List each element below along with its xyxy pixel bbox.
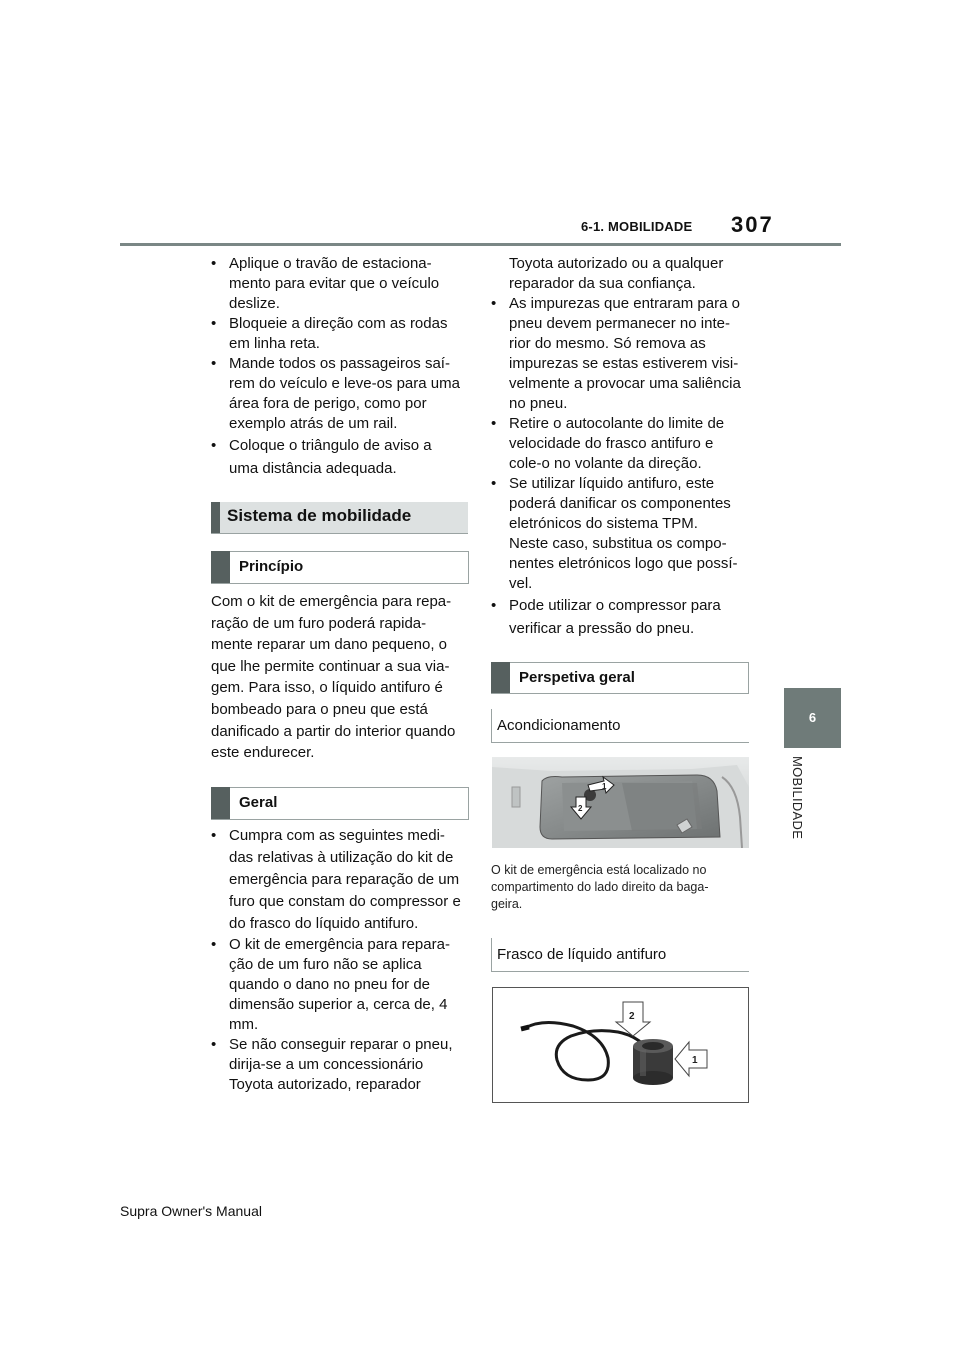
trunk-compartment-image (492, 757, 749, 848)
heading-bar (491, 662, 510, 693)
heading-sistema-de-mobilidade (211, 502, 468, 534)
heading-geral (211, 787, 469, 820)
list-item: • Coloque o triângulo de aviso a uma distância adequada. (211, 437, 432, 477)
heading-perspetiva-geral (491, 662, 749, 694)
list-item: • Se não conseguir reparar o pneu, dirija-se a um concessionário Toyota autorizado, reparador (211, 1036, 453, 1093)
heading-text: Sistema de mobilidade (227, 506, 412, 525)
heading-bar (211, 787, 230, 819)
list-item: • Aplique o travão de estaciona- mento para evitar que o veículo deslize. (211, 255, 440, 312)
list-item: • Bloqueie a direção com as rodas em linha reta. (211, 315, 448, 352)
heading-rule (491, 709, 492, 742)
footer-manual-title: Supra Owner's Manual (120, 1203, 262, 1219)
list-item: • As impurezas que entraram para o pneu devem permanecer no inte- rior do mesmo. Só remova as impurezas se estas estiverem visi- velmente a provocar uma saliência no pneu. (491, 295, 741, 412)
page-number: 307 (731, 212, 774, 237)
heading-rule (491, 938, 492, 971)
figure-caption: O kit de emergência está localizado no compartimento do lado direito da baga- geira. (491, 863, 709, 911)
heading-bar (211, 551, 230, 583)
list-item: • Retire o autocolante do limite de velocidade do frasco antifuro e cole-o no volante da direção. (491, 415, 725, 472)
sealant-bottle-image (492, 987, 749, 1103)
heading-bar (211, 502, 220, 533)
list-item-continuation: Toyota autorizado ou a qualquer reparador da sua confiança. (509, 255, 724, 292)
svg-text:2: 2 (578, 804, 583, 813)
principle-paragraph: Com o kit de emergência para repa- ração de um furo poderá rapida- mente reparar um dano pequeno, o que lhe permite continuar a sua via- gem. Para isso, o líquido antifuro é bombeado para o pneu que está danificado a partir do interior quando este endurecer. (211, 593, 456, 762)
heading-acondicionamento (491, 709, 749, 743)
header-rule (120, 243, 841, 246)
heading-text: Geral (239, 794, 278, 811)
heading-text: Frasco de líquido antifuro (497, 946, 667, 963)
heading-frasco (491, 938, 749, 972)
heading-text: Acondicionamento (497, 717, 621, 734)
heading-principio (211, 551, 469, 584)
list-item: • Pode utilizar o compressor para verificar a pressão do pneu. (491, 597, 721, 637)
general-bullet-list (211, 825, 469, 1095)
list-item: • Mande todos os passageiros saí- rem do veículo e leve-os para uma área fora de perigo, como por exemplo atrás de um rail. (211, 355, 460, 432)
right-bullet-list (491, 254, 753, 640)
intro-bullet-list (211, 254, 466, 480)
list-item: • O kit de emergência para repara- ção de um furo não se aplica quando o dano no pneu for de dimensão superior a, cerca de, 4 mm. (211, 936, 450, 1033)
chapter-tab[interactable]: 6 (784, 688, 841, 748)
list-item: • Se utilizar líquido antifuro, este poderá danificar os componentes eletrónicos do sistema TPM. Neste caso, substitua os compo- nentes eletrónicos logo que possí- vel. (491, 475, 738, 592)
chapter-side-label: MOBILIDADE (790, 756, 805, 840)
svg-text:2: 2 (629, 1011, 635, 1022)
svg-text:1: 1 (602, 782, 607, 791)
svg-text:1: 1 (692, 1055, 698, 1066)
heading-text: Perspetiva geral (519, 669, 635, 686)
heading-text: Princípio (239, 558, 304, 575)
list-item: • Cumpra com as seguintes medi- das relativas à utilização do kit de emergência para reparação de um furo que constam do compressor e do frasco do líquido antifuro. (211, 827, 461, 932)
section-title: 6-1. MOBILIDADE (581, 219, 693, 234)
